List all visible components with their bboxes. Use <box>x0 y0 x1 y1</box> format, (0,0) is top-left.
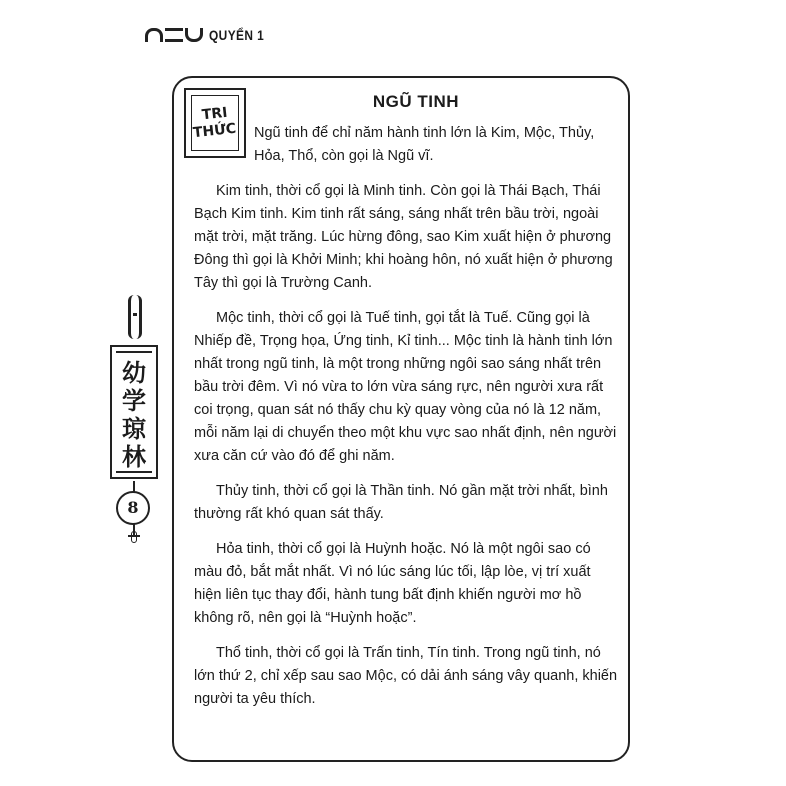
title-char-4: 林 <box>122 442 146 471</box>
badge-line-1: TRI <box>201 104 229 123</box>
title-char-1: 幼 <box>122 358 146 387</box>
side-ornament <box>110 295 160 565</box>
article-title: NGŨ TINH <box>372 92 460 111</box>
book-title-vertical <box>110 345 158 479</box>
publisher-logo-icon <box>145 28 203 42</box>
page-number: 8 <box>116 491 150 525</box>
article-body <box>194 122 618 723</box>
badge-line-2: THỨC <box>192 120 238 142</box>
paragraph-intro: Ngũ tinh để chỉ năm hành tinh lớn là Kim, Mộc, Thủy, Hỏa, Thổ, còn gọi là Ngũ vĩ. <box>254 125 595 164</box>
paragraph-moc-tinh: Mộc tinh, thời cổ gọi là Tuế tinh, gọi tắt là Tuế. Cũng gọi là Nhiếp đề, Trọng họa, Ứng tinh, Kỉ tinh... Mộc tinh là hành tinh lớn nhất trong ngũ tinh, là một trong những ngôi sao sáng nhất trên bầu trời đêm. Vì nó vừa to lớn vừa sáng rực, nên người xưa rất coi trọng, quan sát nó thấy chu kỳ quay vòng của nó là 12 năm, mỗi năm lại di chuyển theo một khu vực sao nhất định, nên người xưa căn cứ vào đó để ghi năm. <box>194 310 617 464</box>
ornament-top-icon <box>128 295 142 339</box>
paragraph-kim-tinh: Kim tinh, thời cổ gọi là Minh tinh. Còn gọi là Thái Bạch, Thái Bạch Kim tinh. Kim tinh rất sáng, sáng nhất trên bầu trời, ngoài mặt trời, mặt trăng. Lúc hừng đông, sao Kim xuất hiện ở phương Đông thì gọi là Khởi Minh; khi hoàng hôn, nó xuất hiện ở phương Tây thì gọi là Trường Canh. <box>194 183 613 291</box>
title-char-2: 学 <box>122 386 146 415</box>
book-volume-label: QUYỂN 1 <box>209 27 265 43</box>
header-logo <box>145 24 274 46</box>
paragraph-thuy-tinh: Thủy tinh, thời cổ gọi là Thần tinh. Nó gần mặt trời nhất, bình thường rất khó quan sát thấy. <box>194 483 608 522</box>
article-card <box>172 76 630 762</box>
paragraph-tho-tinh: Thổ tinh, thời cổ gọi là Trấn tinh, Tín tinh. Trong ngũ tinh, nó lớn thứ 2, chỉ xếp sau sao Mộc, có dải ánh sáng vây quanh, khiến người ta yêu thích. <box>194 645 618 707</box>
title-char-3: 琼 <box>122 414 146 443</box>
paragraph-hoa-tinh: Hỏa tinh, thời cổ gọi là Huỳnh hoặc. Nó là một ngôi sao có màu đỏ, bắt mắt nhất. Vì nó lúc sáng lúc tối, lập lòe, vị trí xuất hiện liên tục thay đổi, hành tung bất định khiến người mơ hồ không rõ, nên gọi là “Huỳnh hoặc”. <box>194 541 591 626</box>
ornament-tail-icon <box>128 531 140 545</box>
